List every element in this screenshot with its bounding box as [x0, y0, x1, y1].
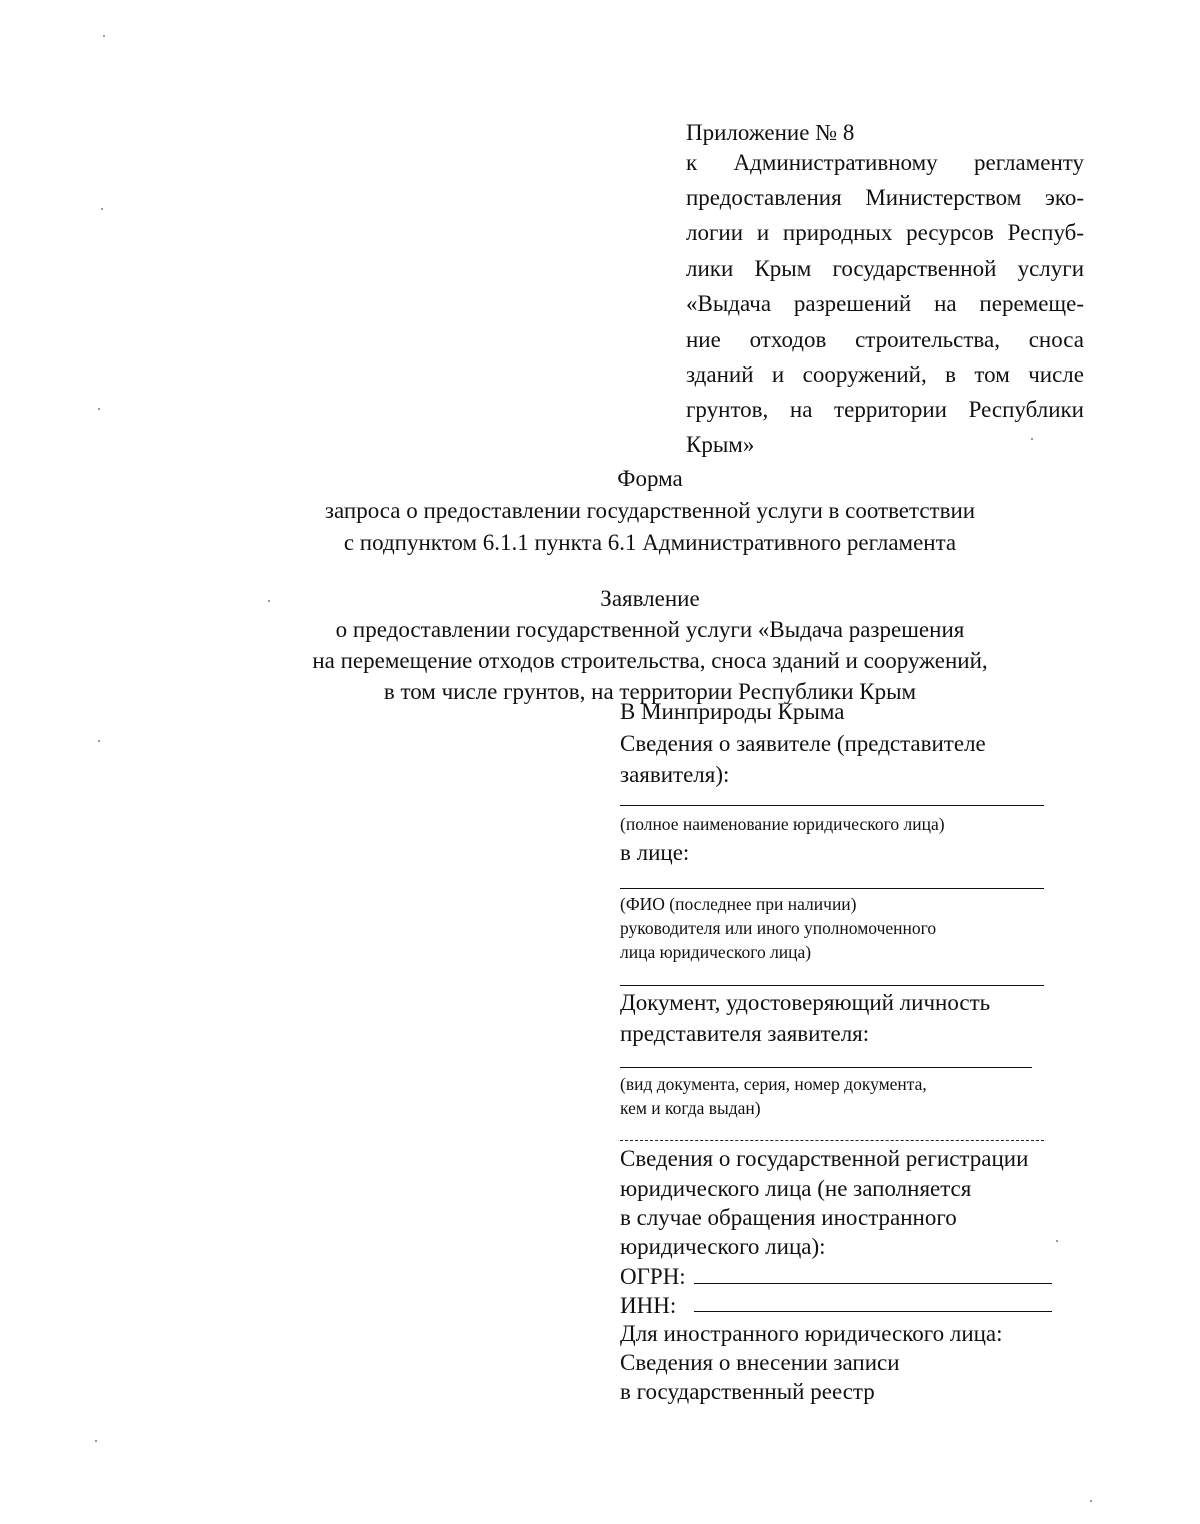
addressee-to: В Минприроды Крыма: [620, 699, 845, 724]
foreign-label: Для иностранного юридического лица:: [620, 1321, 1003, 1346]
form-subtitle-line: с подпунктом 6.1.1 пункта 6.1 Административного регламента: [343, 530, 957, 555]
document-extra-line[interactable]: [620, 1140, 1044, 1141]
id-document-line[interactable]: [620, 1067, 1032, 1068]
inn-input-line[interactable]: [694, 1311, 1052, 1312]
scan-speck: [95, 1440, 97, 1442]
fio-hint: (ФИО (последнее при наличии): [620, 894, 857, 914]
document-hint: (вид документа, серия, номер документа,: [620, 1074, 927, 1094]
appendix-title: Приложение № 8: [686, 120, 855, 145]
appendix-line: логии и природных ресурсов Респуб-: [686, 220, 1084, 245]
ogrn-label: ОГРН:: [620, 1264, 686, 1289]
statement-title: Заявление: [600, 586, 700, 611]
appendix-line: «Выдача разрешений на перемеще-: [686, 291, 1084, 316]
scan-speck: [1031, 438, 1033, 440]
scan-speck: [1056, 1240, 1058, 1242]
document-hint: кем и когда выдан): [620, 1098, 761, 1118]
fio-extra-line[interactable]: [620, 985, 1044, 986]
form-subtitle-line: запроса о предоставлении государственной услуги в соответствии: [324, 498, 976, 523]
scan-speck: [98, 408, 100, 410]
appendix-line: Крым»: [686, 432, 755, 457]
appendix-line: грунтов, на территории Республики: [686, 397, 1084, 422]
statement-subtitle-line: о предоставлении государственной услуги «Выдача разрешения: [335, 617, 965, 642]
fio-hint: лица юридического лица): [620, 942, 812, 962]
in-person-label: в лице:: [620, 840, 690, 865]
registration-label: Сведения о государственной регистрации: [620, 1146, 1029, 1171]
foreign-label: в государственный реестр: [620, 1379, 875, 1404]
scan-speck: [268, 600, 270, 602]
id-document-label: Документ, удостоверяющий личность: [620, 990, 991, 1015]
appendix-line: ние отходов строительства, сноса: [686, 327, 1084, 352]
scan-speck: [103, 35, 105, 37]
registration-label: юридического лица (не заполняется: [620, 1176, 972, 1201]
fio-hint: руководителя или иного уполномоченного: [620, 918, 937, 938]
appendix-line: зданий и сооружений, в том числе: [686, 362, 1084, 387]
appendix-line: к Административному регламенту: [686, 150, 1084, 175]
appendix-line: лики Крым государственной услуги: [686, 256, 1084, 281]
ogrn-input-line[interactable]: [694, 1283, 1052, 1284]
registration-label: юридического лица):: [620, 1234, 826, 1259]
statement-subtitle-line: в том числе грунтов, на территории Республики Крым: [383, 679, 917, 704]
scan-speck: [1090, 1500, 1092, 1502]
legal-name-line[interactable]: [620, 805, 1044, 806]
inn-label: ИНН:: [620, 1293, 677, 1318]
fio-line[interactable]: [620, 888, 1044, 889]
applicant-info-label: Сведения о заявителе (представителе: [620, 731, 986, 756]
statement-subtitle-line: на перемещение отходов строительства, сноса зданий и сооружений,: [312, 648, 988, 673]
foreign-label: Сведения о внесении записи: [620, 1350, 900, 1375]
scan-speck: [101, 208, 103, 210]
legal-name-hint: (полное наименование юридического лица): [620, 814, 945, 834]
applicant-info-label: заявителя):: [620, 762, 730, 787]
id-document-label: представителя заявителя:: [620, 1021, 870, 1046]
scan-speck: [98, 740, 100, 742]
form-title: Форма: [617, 466, 683, 491]
appendix-line: предоставления Министерством эко-: [686, 185, 1084, 210]
registration-label: в случае обращения иностранного: [620, 1205, 957, 1230]
